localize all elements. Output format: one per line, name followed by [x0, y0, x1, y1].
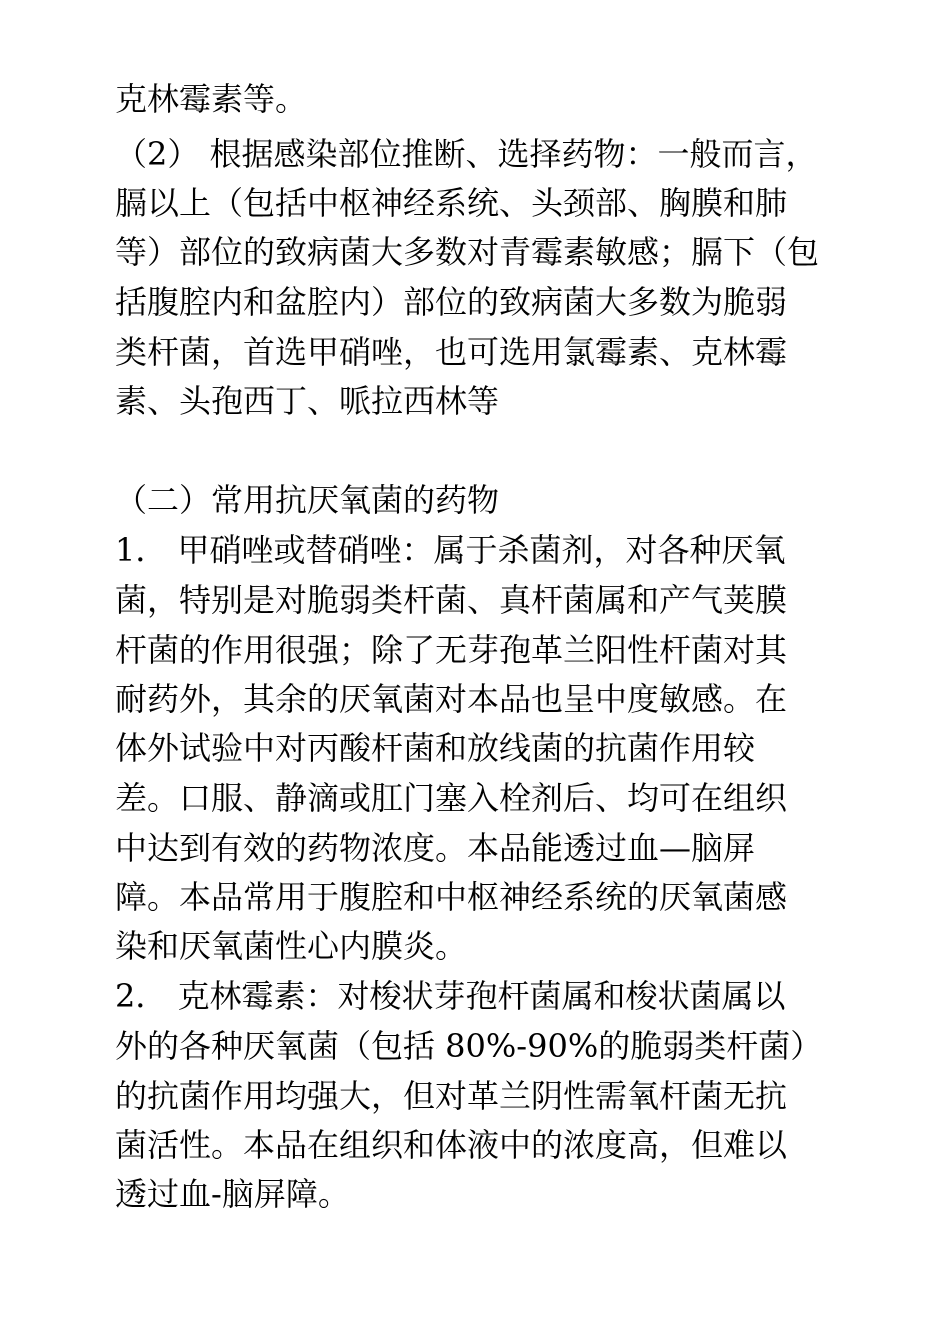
text-line: 2． 克林霉素：对梭状芽孢杆菌属和梭状菌属以: [115, 977, 786, 1015]
section-heading: （二）常用抗厌氧菌的药物: [115, 481, 500, 519]
text-line: （2） 根据感染部位推断、选择药物：一般而言，: [115, 135, 818, 173]
text-line: 外的各种厌氧菌（包括 80%-90%的脆弱类杆菌）: [115, 1027, 823, 1065]
text-line: 括腹腔内和盆腔内）部位的致病菌大多数为脆弱: [115, 283, 788, 321]
text-line: 克林霉素等。: [115, 80, 308, 118]
text-line: 素、头孢西丁、哌拉西林等: [115, 382, 500, 420]
text-line: 等）部位的致病菌大多数对青霉素敏感；膈下（包: [115, 233, 820, 271]
text-line: 染和厌氧菌性心内膜炎。: [115, 927, 468, 965]
text-line: 的抗菌作用均强大，但对革兰阴性需氧杆菌无抗: [115, 1077, 788, 1115]
text-line: 1． 甲硝唑或替硝唑：属于杀菌剂，对各种厌氧: [115, 531, 786, 569]
text-line: 差。口服、静滴或肛门塞入栓剂后、均可在组织: [115, 779, 788, 817]
text-line: 杆菌的作用很强；除了无芽孢革兰阳性杆菌对其: [115, 631, 788, 669]
text-line: 透过血-脑屏障。: [115, 1175, 350, 1213]
text-line: 耐药外，其余的厌氧菌对本品也呈中度敏感。在: [115, 680, 788, 718]
text-line: 体外试验中对丙酸杆菌和放线菌的抗菌作用较: [115, 729, 756, 767]
text-line: 菌，特别是对脆弱类杆菌、真杆菌属和产气荚膜: [115, 581, 788, 619]
text-line: 中达到有效的药物浓度。本品能透过血—脑屏: [115, 829, 756, 867]
text-line: 膈以上（包括中枢神经系统、头颈部、胸膜和肺: [115, 184, 788, 222]
text-line: 类杆菌，首选甲硝唑，也可选用氯霉素、克林霉: [115, 333, 788, 371]
text-line: 菌活性。本品在组织和体液中的浓度高，但难以: [115, 1126, 788, 1164]
text-line: 障。本品常用于腹腔和中枢神经系统的厌氧菌感: [115, 878, 788, 916]
